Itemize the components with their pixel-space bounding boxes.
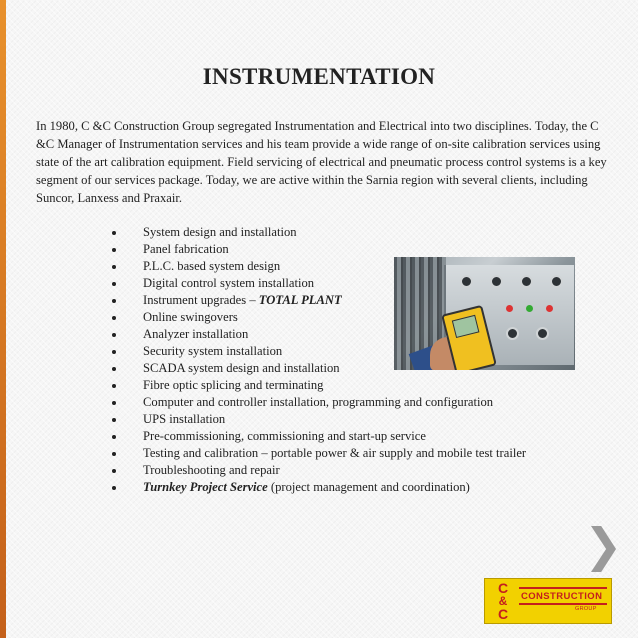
service-text [143,258,280,275]
service-text [143,445,526,462]
knob-icon [460,275,473,288]
logo-name: CONSTRUCTION [521,591,603,602]
red-lamp-icon [546,305,553,312]
service-label: Fibre optic splicing and terminating [143,378,324,392]
bullet-icon [112,435,116,439]
service-label: Security system installation [143,344,283,358]
bullet-icon [112,248,116,252]
left-accent-bar [0,0,6,638]
logo-rule [519,587,607,589]
service-label: Troubleshooting and repair [143,463,280,477]
service-text [143,377,323,394]
service-label: Computer and controller installation, programming and configuration [143,395,494,409]
bullet-icon [112,299,116,303]
bullet-icon [112,231,116,235]
service-text [143,309,238,326]
service-label: SCADA system design and installation [143,361,340,375]
bullet-icon [112,367,116,371]
service-emphasis: Turnkey Project Service [143,480,268,494]
bullet-icon [112,401,116,405]
bullet-icon [112,384,116,388]
intro-paragraph: In 1980, C &C Construction Group segregated Instrumentation and Electrical into two disciplines. Today, the C &C Manager of Instrumentation services and his team provide a wide range of on-site calibration services using state of the art calibration equipment. Field servicing of electrical and pneumatic process control systems is a key segment of our services package. Today, we are active within the Sarnia region with several clients, including Suncor, Lanxess and Praxair. [36,119,607,205]
service-text [143,241,229,258]
bullet-icon [112,282,116,286]
bullet-icon [112,469,116,473]
bullet-icon [112,316,116,320]
service-text [143,428,426,445]
bullet-icon [112,333,116,337]
service-text [143,462,280,479]
calibration-photo [394,257,575,370]
service-text [143,394,493,411]
chevron-right-icon[interactable]: ❯ [584,518,623,572]
bullet-icon [112,452,116,456]
knob-icon [490,275,503,288]
knob-icon [520,275,533,288]
service-label: Pre-commissioning, commissioning and start-up service [143,429,426,443]
bullet-icon [112,418,116,422]
service-text [143,275,314,292]
red-lamp-icon [506,305,513,312]
knob-icon [506,327,519,340]
knob-icon [536,327,549,340]
calibrator-screen [452,315,480,338]
service-label: UPS installation [143,412,226,426]
service-text [143,479,470,496]
service-label: Testing and calibration – portable power & air supply and mobile test trailer [143,446,527,460]
page-title: INSTRUMENTATION [202,64,436,89]
service-label: Analyzer installation [143,327,249,341]
bullet-icon [112,265,116,269]
service-text [143,326,248,343]
service-text [143,343,282,360]
service-text [143,224,297,241]
service-text [143,292,342,309]
bullet-icon [112,486,116,490]
green-lamp-icon [526,305,533,312]
service-label: (project management and coordination) [267,480,470,494]
service-text [143,360,340,377]
service-text [143,411,225,428]
service-label: P.L.C. based system design [143,259,281,273]
logo-mark: C & C [497,580,509,622]
service-label: System design and installation [143,225,297,239]
bullet-icon [112,350,116,354]
service-label: Online swingovers [143,310,238,324]
knob-icon [550,275,563,288]
company-logo [484,578,612,624]
service-label: Panel fabrication [143,242,229,256]
logo-rule [519,603,607,605]
service-emphasis: TOTAL PLANT [258,293,342,307]
service-label: Digital control system installation [143,276,315,290]
service-label: Instrument upgrades – [143,293,259,307]
logo-sub: GROUP [575,606,597,612]
